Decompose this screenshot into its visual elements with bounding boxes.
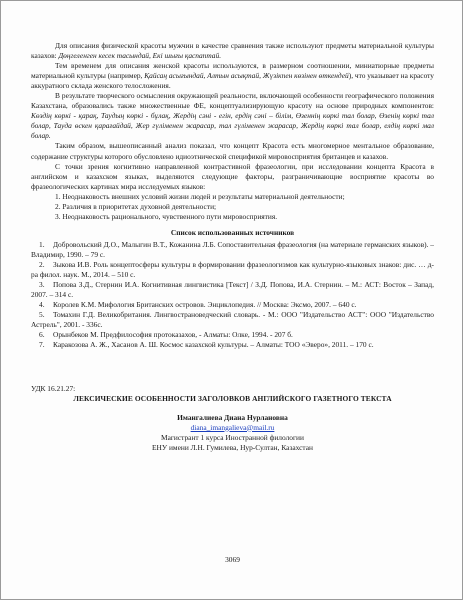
paragraph-5: С точки зрения когнитивно направленной контрастивной фразеологии, при исследовании концепта Красота в английском и казахском языках, выделяются следующие факторы, разграничивающие восприятие красоты во фразеологических картинах мира исследуемых языков: <box>31 161 434 191</box>
reference-text: Зыкова И.В. Роль концептосферы культуры в формировании фразеологизмов как культурно-языковых знаков: дис. … д-ра филол. наук. М., 2014. – 510 с. <box>31 259 434 280</box>
reference-number: 6. <box>39 330 45 340</box>
reference-text: Орынбеков М. Предфилософия протоказахов, - Алматы: Олке, 1994. - 207 б. <box>53 330 293 340</box>
reference-item <box>31 330 434 340</box>
factor-item: 1. Неоднаковость внешних условий жизни людей и результаты материальной деятельности; <box>55 191 345 201</box>
reference-number: 1. <box>39 239 45 249</box>
reference-number: 4. <box>39 300 45 310</box>
reference-text: Томахин Г.Д. Великобритания. Лингвострановедческий словарь. - М.: ООО "Издательство АСТ": ООО "Издательство Астрель", 2001. - 336с. <box>31 310 434 330</box>
reference-number: 3. <box>39 280 45 290</box>
factor-item: 2. Различия в приоритетах духовной деятельности; <box>55 201 217 211</box>
author-name: Имангалиева Диана Нурлановна <box>177 412 288 422</box>
reference-item <box>31 340 434 350</box>
reference-item <box>31 280 434 300</box>
author-email-link[interactable]: diana_imangalieva@mail.ru <box>190 422 275 432</box>
paragraph-3-italic: Көздің көркі - қарақ, Таудың көркі - бұлақ, Жердің сәні - егін, ердің сәні – білім, Өзеннің көркі тал болар, Өзенің көркі тал болар, Тауда өскен қарағайдай, Жер гүліменен жарасар, тал гүліменен жарасар, Жердің көркі тал болар, елдің көркі мал болар. <box>31 111 434 141</box>
paragraph-2-end: ), что указывает на красоту аккуратного склада женского телосложения. <box>31 71 435 91</box>
reference-number: 2. <box>39 259 45 269</box>
reference-item <box>31 260 434 280</box>
author-email-line <box>31 423 434 433</box>
reference-text: Каракозова А. Ж., Хасанов А. Ш. Космос казахской культуры. – Алматы: ТОО «Эверо», 2011. – 170 с. <box>53 340 374 350</box>
udk-code: УДК 16.21.27: <box>31 384 76 394</box>
paragraph-4: Таким образом, вышеописанный анализ показал, что концепт Красота есть многомерное ментальное образование, содержание структуры которого обусловлено идиоэтнической спецификой мировосприятия британцев и казахов. <box>31 141 434 161</box>
paragraph-2-italic: Қайсаң асығындай, Алтын асықтай, Жүзікпен көзінен өткендей <box>144 71 349 81</box>
paragraph-1 <box>31 41 434 61</box>
reference-item <box>31 300 434 310</box>
paragraph-1-italic: Дөңгеленген кесек тасындай, Екі шығы қаспаптай. <box>58 51 222 61</box>
paragraph-3-text: В результате творческого осмысления окружающей реальности, включающей особенности географического положения Казахстана, образовались также множественные ФЕ, концептуализирующую красоту на основе природных компонентов: <box>31 91 434 111</box>
reference-text: Добровольский Д.О., Малыгин В.Т., Кожанина Л.Б. Сопоставительная фразеология (на материале германских языков). – Владимир, 1990. – 79 с. <box>31 239 434 259</box>
reference-number: 5. <box>39 310 45 320</box>
paragraph-1-text: Для описания физической красоты мужчин в качестве сравнения также используют предметы материальной культуры казахов: <box>31 41 434 61</box>
article-title: ЛЕКСИЧЕСКИЕ ОСОБЕННОСТИ ЗАГОЛОВКОВ АНГЛИЙСКОГО ГАЗЕТНОГО ТЕКСТА <box>73 394 392 404</box>
reference-item <box>31 240 434 260</box>
reference-text: Попова З.Д., Стернин И.А. Когнитивная лингвистика [Текст] / З.Д. Попова, И.А. Стернин. – М.: АСТ: Восток – Запад, 2007. – 314 с. <box>31 280 434 300</box>
reference-item <box>31 310 434 330</box>
document-page <box>31 41 434 597</box>
paragraph-3 <box>31 91 434 141</box>
affiliation-line: Магистрант 1 курса Иностранной филологии <box>161 432 304 442</box>
reference-text: Королев К.М. Мифология Британских островов. Энциклопедия. // Москва: Эксмо, 2007. – 640 с. <box>53 300 357 310</box>
references-heading: Список использованных источников <box>170 227 295 237</box>
page-number: 3069 <box>225 555 240 564</box>
paragraph-2-text: Тем временем для описания женской красоты используются, в размерном соотношении, миниатюрные предметы материальной культуры (например, <box>31 61 434 81</box>
paragraph-2 <box>31 61 434 91</box>
reference-number: 7. <box>39 340 45 350</box>
affiliation-line: ЕНУ имени Л.Н. Гумилева, Нур-Султан, Казахстан <box>152 442 313 452</box>
factor-item: 3. Неоднаковость рационального, чувственного пути мировосприятия. <box>55 211 278 221</box>
